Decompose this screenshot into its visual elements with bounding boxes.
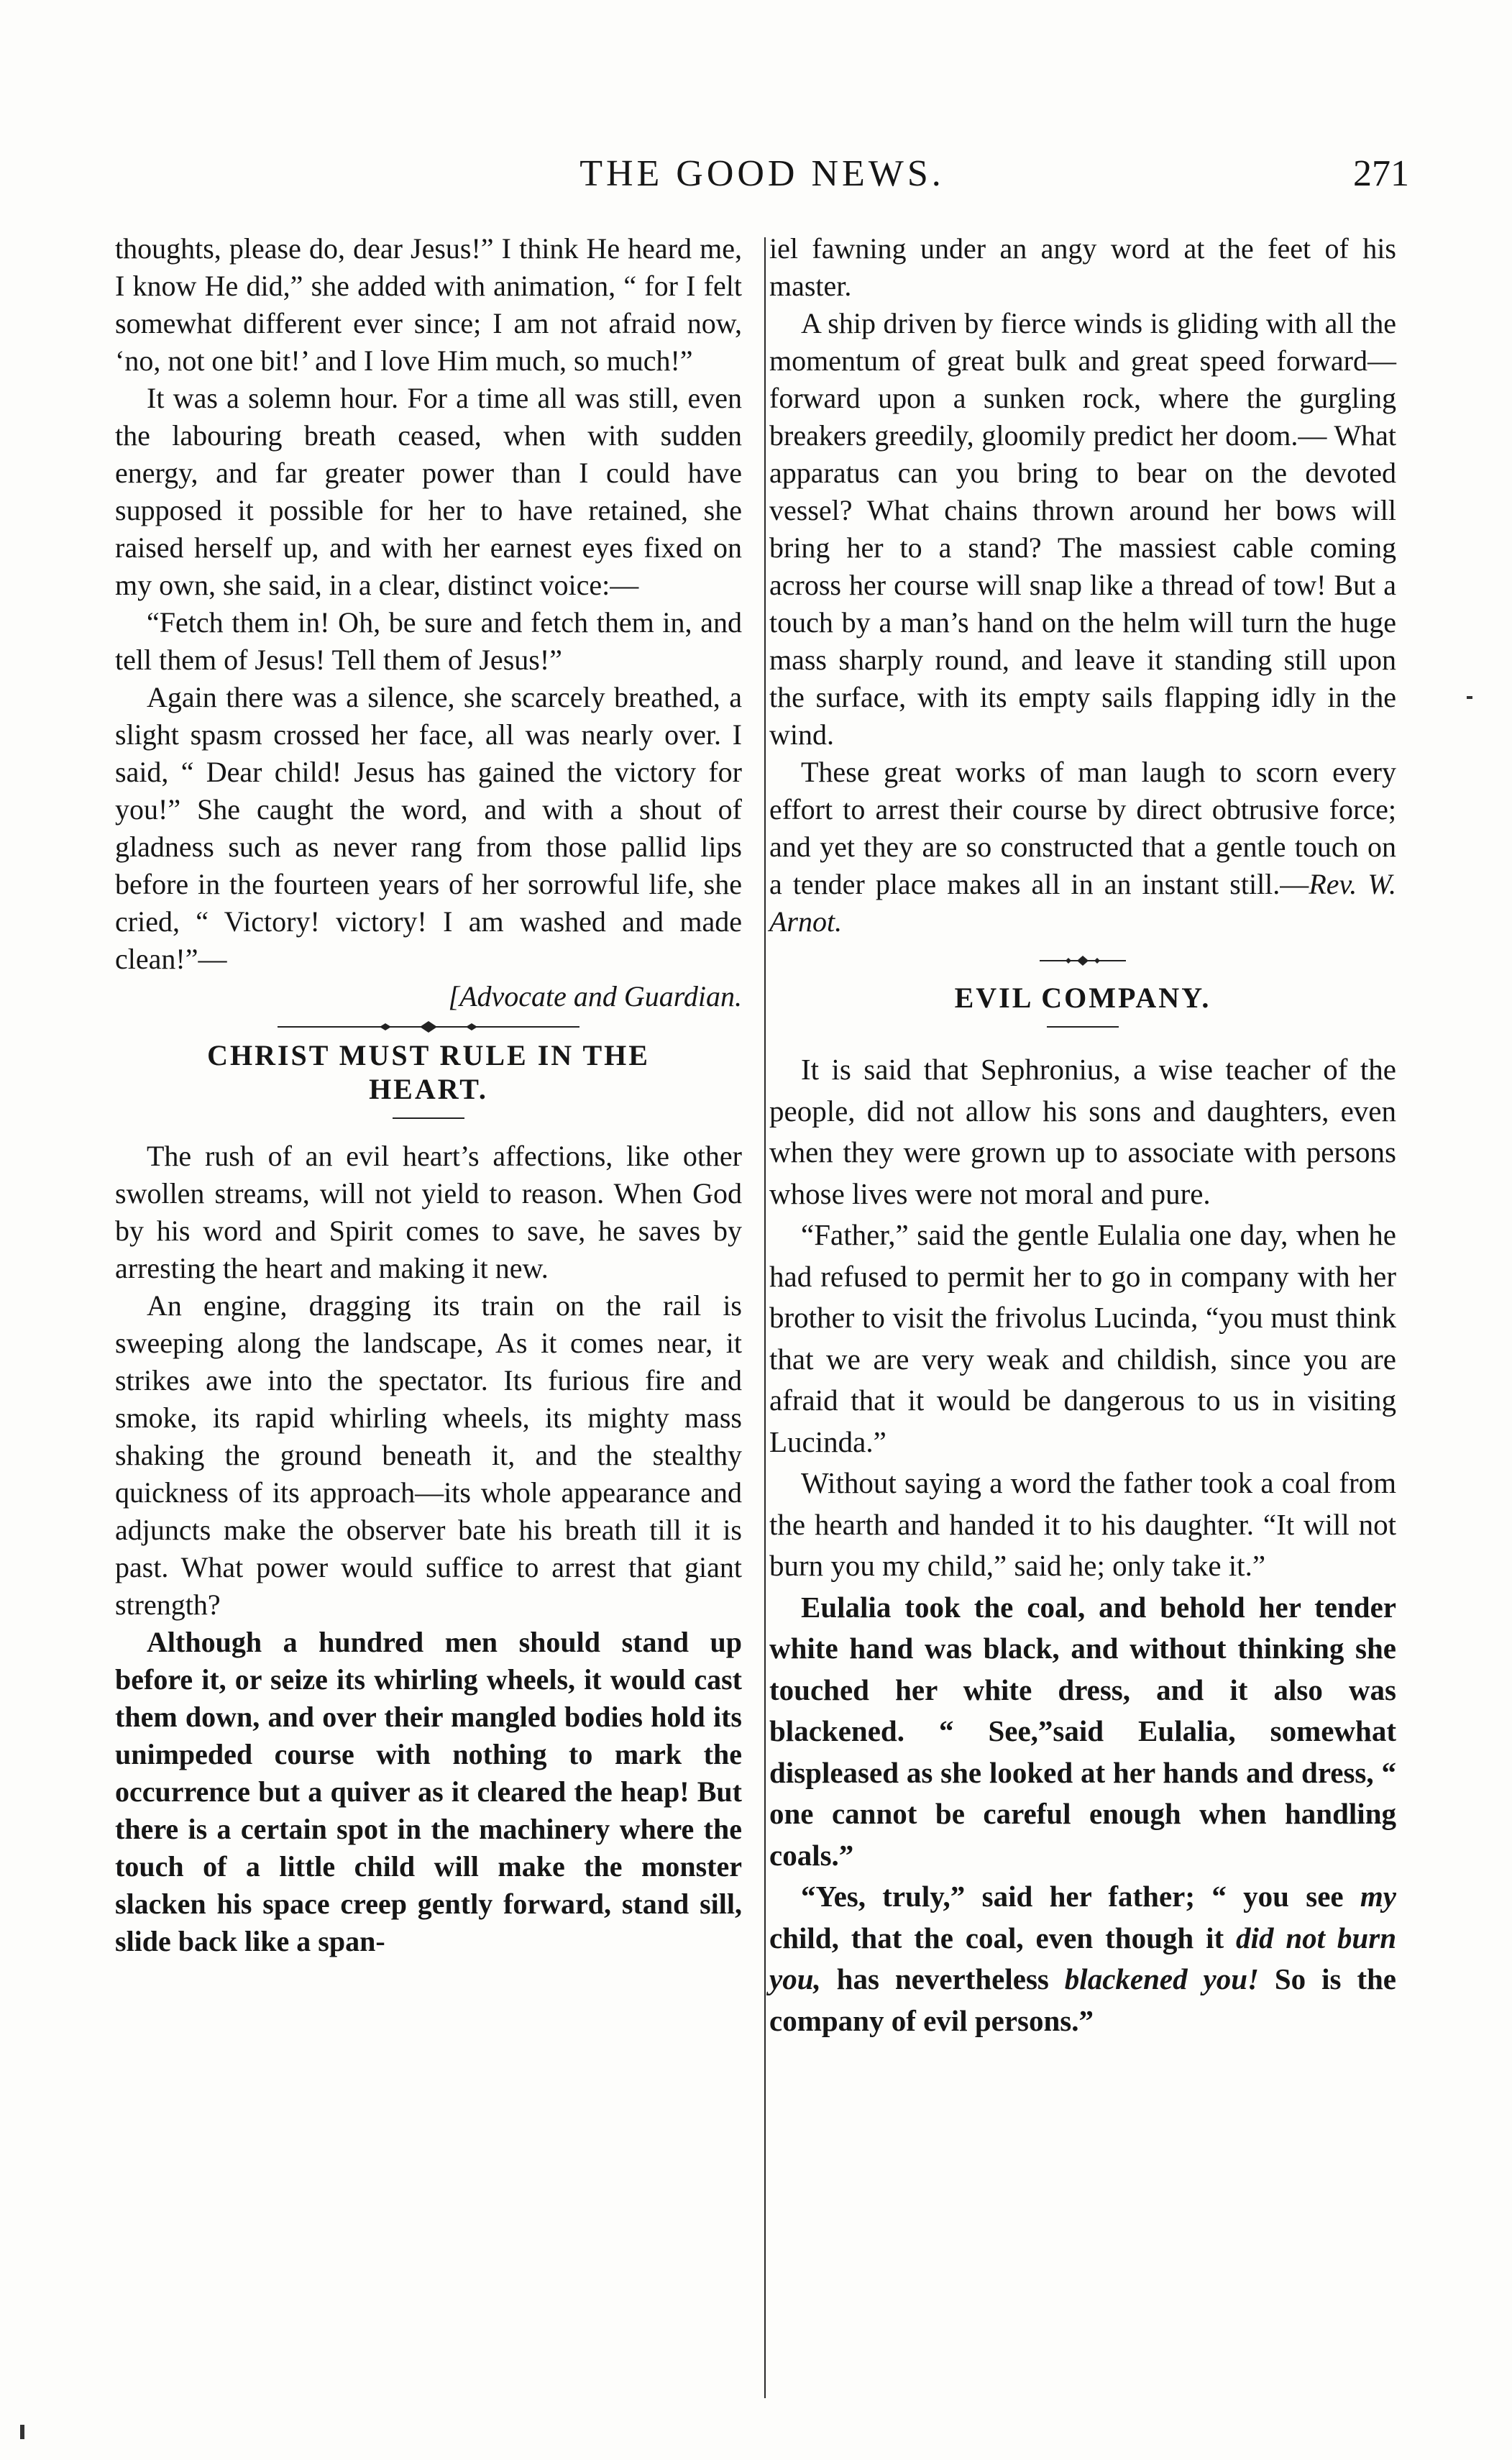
title-rule bbox=[393, 1117, 464, 1119]
right-column bbox=[769, 230, 1396, 2041]
works-paragraph bbox=[769, 754, 1396, 941]
final-start: “Yes, truly,” said her father; “ you see bbox=[801, 1880, 1344, 1913]
ornamental-rule bbox=[769, 954, 1396, 968]
print-speck bbox=[1467, 696, 1472, 699]
evil-final-paragraph bbox=[769, 1876, 1396, 2041]
title-rule bbox=[1047, 1026, 1119, 1028]
works-author: Rev. W. Arnot. bbox=[769, 868, 1396, 938]
final-mid1: child, that the coal, even though it bbox=[769, 1921, 1237, 1954]
ship-paragraph: A ship driven by fierce winds is gliding with all the momentum of great bulk and great speed forward—forward upon a sunken rock, where the gurgling breakers greedily, gloomily predict her doom.— What apparatus can you bring to bear on the devoted vessel? What chains thrown around her bows will bring her to a stand? The massiest cable coming across her course will snap like a thread of tow! But a touch by a man’s hand on the helm will turn the huge mass sharply round, and leave it standing still upon the surface, with its empty sails flapping idly in the wind. bbox=[769, 307, 1396, 751]
story-paragraph: “Fetch them in! Oh, be sure and fetch them in, and tell them of Jesus! Tell them of Jesus!” bbox=[115, 606, 742, 676]
left-column bbox=[115, 230, 742, 1960]
running-title: THE GOOD NEWS. bbox=[579, 153, 945, 194]
ornamental-rule bbox=[115, 1020, 742, 1034]
evil-paragraph: Eulalia took the coal, and behold her tender white hand was black, and without thinking she touched her white dress, and it also was blackened. “ See,”said Eulalia, somewhat displeased as she looked at her hands and dress, “ one cannot be careful enough when handling coals.” bbox=[769, 1590, 1396, 1872]
final-end: So is the company of evil persons.” bbox=[769, 1962, 1396, 2037]
article-paragraph: An engine, dragging its train on the rail is sweeping along the landscape, As it comes near, it strikes awe into the spectator. Its furious fire and smoke, its rapid whirling wheels, its mighty mass shaking the ground beneath it, and the stealthy quickness of its approach—its whole appearance and adjuncts make the observer bate his breath till it is past. What power would suffice to arrest that giant strength? bbox=[115, 1289, 742, 1621]
final-em1: did not burn you, bbox=[769, 1921, 1396, 1995]
column-rule bbox=[764, 237, 766, 2398]
running-head bbox=[115, 152, 1409, 210]
article-title-line2: HEART. bbox=[369, 1073, 488, 1105]
page-number: 271 bbox=[1353, 153, 1409, 194]
final-mid2: has nevertheless bbox=[820, 1962, 1065, 1995]
continuation-paragraph: iel fawning under an angy word at the feet of his master. bbox=[769, 232, 1396, 302]
final-em2: blackened you! bbox=[1064, 1962, 1259, 1995]
ornament-icon bbox=[278, 1020, 579, 1034]
evil-company-title: EVIL COMPANY. bbox=[954, 982, 1211, 1014]
article-paragraph: Although a hundred men should stand up before it, or seize its whirling wheels, it would cast them down, and over their mangled bodies hold its unimpeded course with nothing to mark the occurrence but a quiver as it cleared the heap! But there is a certain spot in the machinery where the touch of a little child will make the monster slacken his space creep gently forward, stand sill, slide back like a span- bbox=[115, 1626, 742, 1957]
print-speck bbox=[20, 2425, 24, 2439]
story-paragraph: thoughts, please do, dear Jesus!” I think He heard me, I know He did,” she added with animation, “ for I felt somewhat different ever since; I am not afraid now, ‘no, not one bit!’ and I love Him much, so much!” bbox=[115, 232, 742, 377]
article-paragraph: The rush of an evil heart’s affections, like other swollen streams, will not yield to reason. When God by his word and Spirit comes to save, he saves by arresting the heart and making it new. bbox=[115, 1140, 742, 1284]
story-paragraph: It was a solemn hour. For a time all was still, even the labouring breath ceased, when with sudden energy, and far greater power than I could have supposed it possible for her to have retained, she raised herself up, and with her earnest eyes fixed on my own, she said, in a clear, distinct voice:— bbox=[115, 382, 742, 601]
ornament-icon bbox=[1040, 954, 1126, 968]
final-my: my bbox=[1360, 1880, 1396, 1913]
article-title-line1: CHRIST MUST RULE IN THE bbox=[207, 1039, 650, 1071]
works-text: These great works of man laugh to scorn every effort to arrest their course by direct obtrusive force; and yet they are so constructed that a gentle touch on a tender place makes all in an instant still.— bbox=[769, 756, 1396, 900]
evil-paragraph: It is said that Sephronius, a wise teacher of the people, did not allow his sons and daughters, even when they were grown up to associate with persons whose lives were not moral and pure. bbox=[769, 1053, 1396, 1210]
evil-paragraph: “Father,” said the gentle Eulalia one day, when he had refused to permit her to go in company with her brother to visit the frivolus Lucinda, “you must think that we are very weak and childish, since you are afraid that it would be dangerous to us in visiting Lucinda.” bbox=[769, 1218, 1396, 1458]
evil-paragraph: Without saying a word the father took a coal from the hearth and handed it to his daughter. “It will not burn you my child,” said he; only take it.” bbox=[769, 1466, 1396, 1582]
story-attribution: [Advocate and Guardian. bbox=[448, 980, 742, 1012]
story-paragraph: Again there was a silence, she scarcely breathed, a slight spasm crossed her face, all was nearly over. I said, “ Dear child! Jesus has gained the victory for you!” She caught the word, and with a shout of gladness such as never rang from those pallid lips before in the fourteen years of her sorrowful life, she cried, “ Victory! victory! I am washed and made clean!”— bbox=[115, 681, 742, 975]
